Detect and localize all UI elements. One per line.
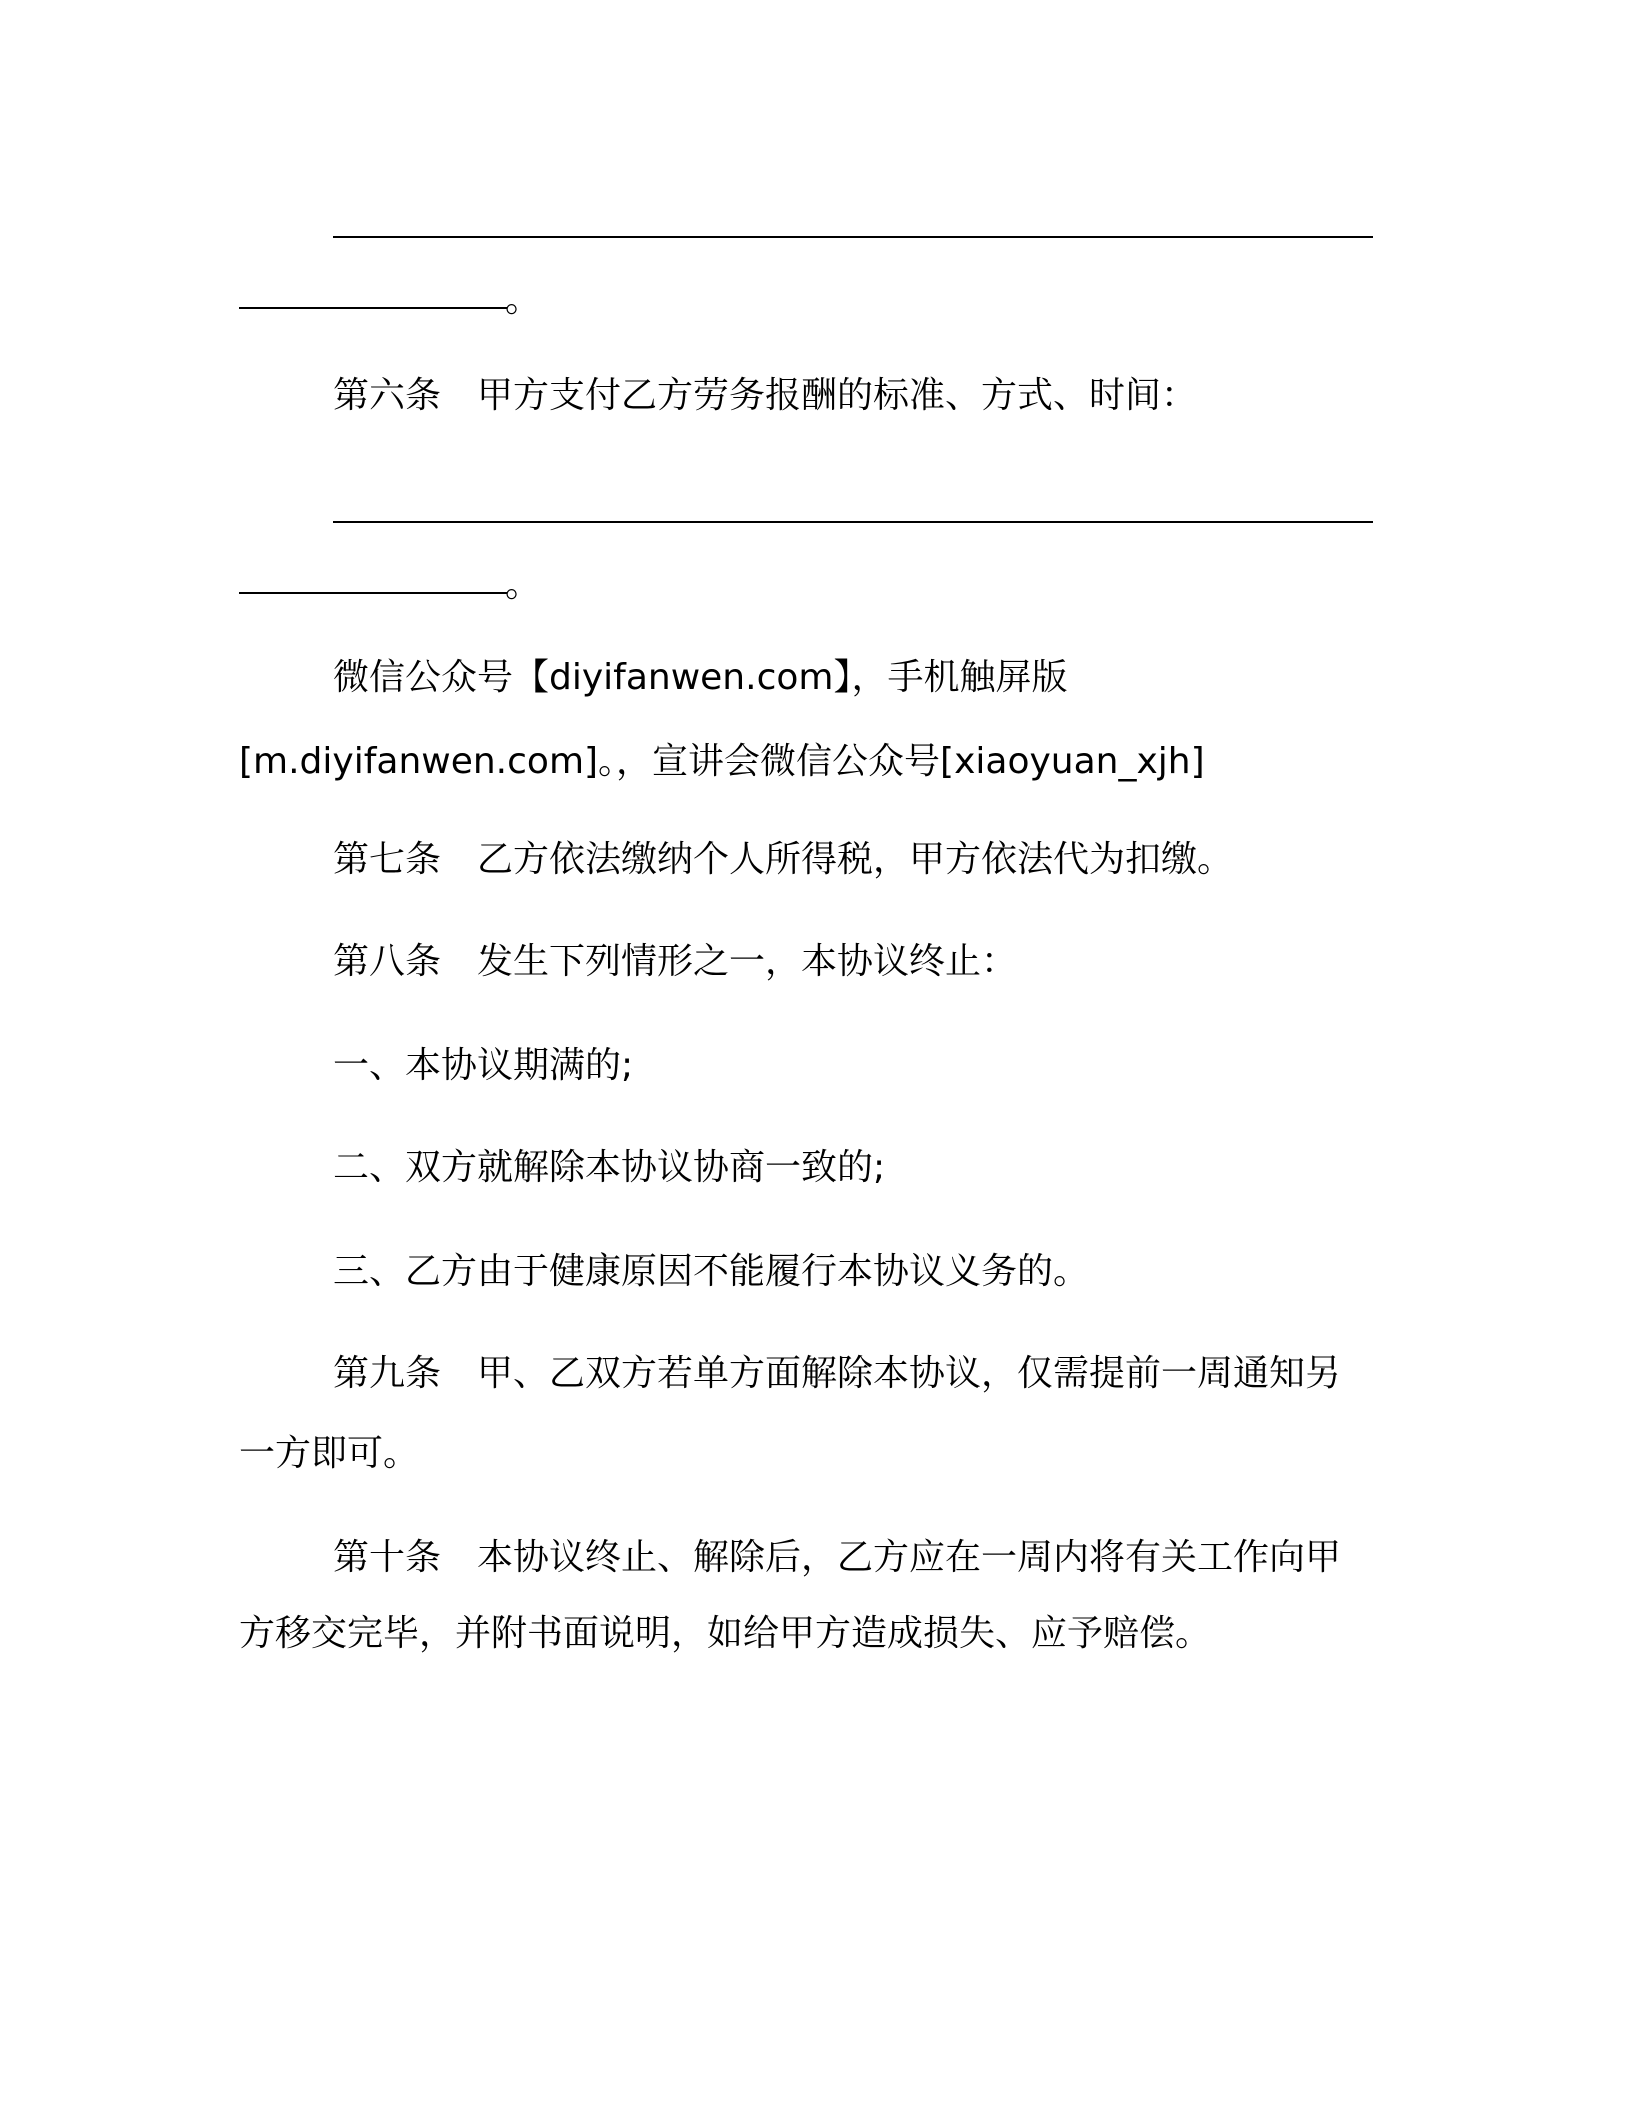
article-10-line-1 [333, 1536, 1341, 1580]
blank-end-period: 。 [505, 564, 542, 605]
list-item-2: 二、双方就解除本协议协商一致的; [333, 1147, 886, 1188]
article-10-number: 第十条 [333, 1537, 442, 1578]
article-9-text: 甲、乙双方若单方面解除本协议，仅需提前一周通知另 [477, 1353, 1342, 1394]
fill-in-blank-line [239, 307, 507, 309]
article-8-text: 发生下列情形之一，本协议终止： [477, 941, 1018, 982]
article-6-text: 甲方支付乙方劳务报酬的标准、方式、时间： [477, 375, 1198, 416]
fill-in-blank-line [333, 521, 1373, 523]
article-8 [333, 940, 1017, 984]
article-9-line-1 [333, 1352, 1341, 1396]
fill-in-blank-line [333, 236, 1373, 238]
article-7 [333, 838, 1233, 882]
article-10-text: 本协议终止、解除后，乙方应在一周内将有关工作向甲 [477, 1537, 1342, 1578]
article-9-line-2: 一方即可。 [239, 1433, 420, 1474]
fill-in-blank-line [239, 592, 507, 594]
article-6-number: 第六条 [333, 375, 442, 416]
blank-end-period: 。 [505, 279, 542, 320]
article-8-number: 第八条 [333, 941, 442, 982]
article-7-number: 第七条 [333, 839, 442, 880]
list-item-1: 一、本协议期满的; [333, 1045, 634, 1086]
article-9-number: 第九条 [333, 1353, 442, 1394]
article-7-text: 乙方依法缴纳个人所得税，甲方依法代为扣缴。 [477, 839, 1234, 880]
article-6 [333, 374, 1197, 418]
ad-line-2: [m.diyifanwen.com]。，宣讲会微信公众号[xiaoyuan_xjh] [239, 741, 1205, 782]
article-10-line-2: 方移交完毕，并附书面说明，如给甲方造成损失、应予赔偿。 [239, 1613, 1212, 1654]
ad-line-1: 微信公众号【diyifanwen.com】，手机触屏版 [333, 657, 1068, 698]
list-item-3: 三、乙方由于健康原因不能履行本协议义务的。 [333, 1251, 1090, 1292]
